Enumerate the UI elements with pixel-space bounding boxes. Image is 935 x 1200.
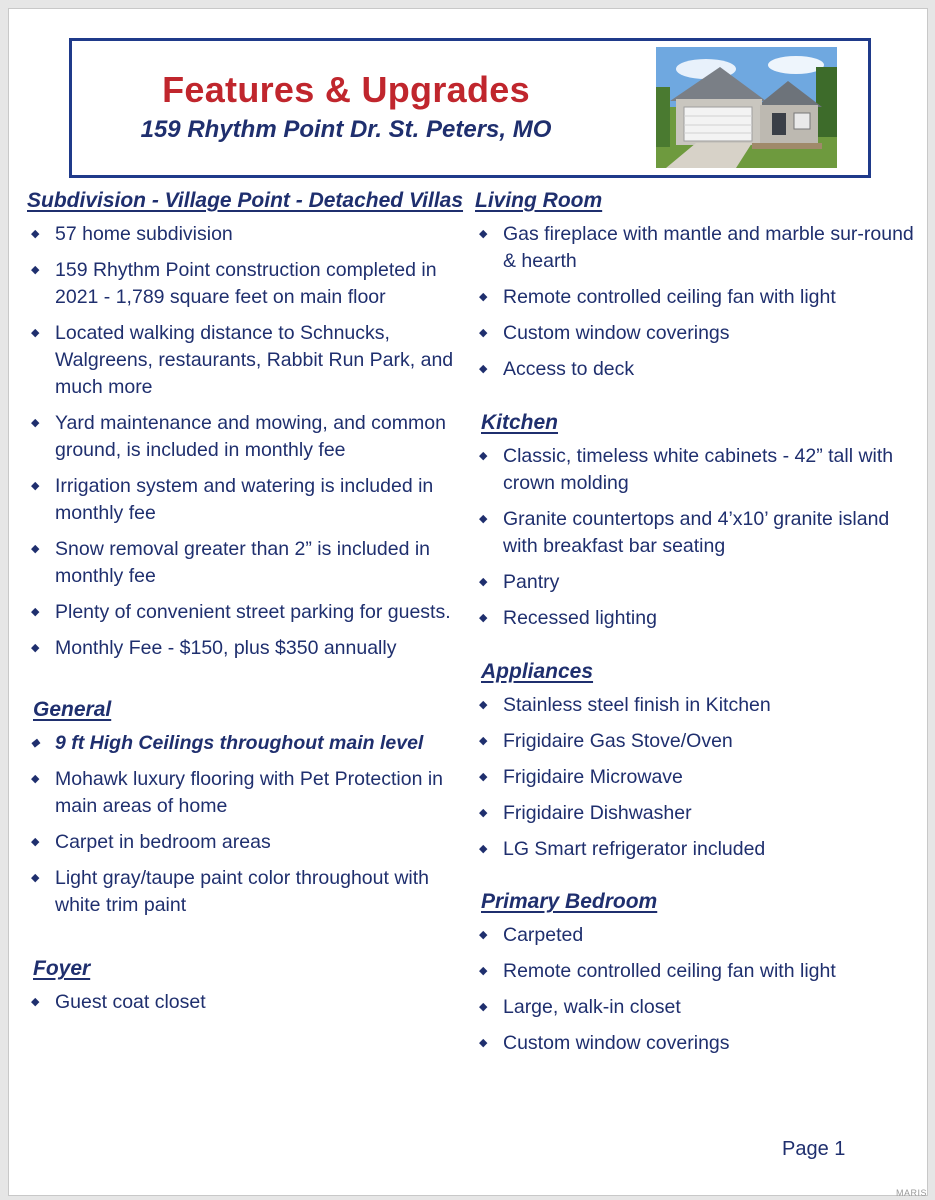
diamond-bullet-icon: ◆ [31, 836, 40, 848]
diamond-bullet-icon: ◆ [479, 291, 488, 303]
diamond-bullet-icon: ◆ [479, 1037, 488, 1049]
feature-text: Light gray/taupe paint color throughout with white trim paint [55, 867, 429, 916]
feature-text: Recessed lighting [503, 607, 657, 629]
diamond-bullet-icon: ◆ [31, 417, 40, 429]
diamond-bullet-icon: ◆ [479, 965, 488, 977]
diamond-bullet-icon: ◆ [479, 929, 488, 941]
feature-text: Frigidaire Dishwasher [503, 802, 692, 824]
right-column [475, 187, 915, 1066]
section-heading: Primary Bedroom [481, 890, 658, 913]
diamond-bullet-icon: ◆ [479, 1001, 488, 1013]
section-appliances [475, 658, 915, 863]
feature-item [475, 764, 915, 791]
diamond-bullet-icon: ◆ [31, 480, 40, 492]
feature-text: Access to deck [503, 358, 635, 380]
feature-text: Large, walk-in closet [503, 996, 681, 1018]
diamond-bullet-icon: ◆ [479, 228, 488, 240]
feature-text: Gas fireplace with mantle and marble sur-round & hearth [503, 223, 914, 272]
feature-item [27, 829, 477, 856]
feature-text: Custom window coverings [503, 1032, 730, 1054]
feature-text: Snow removal greater than 2” is included in monthly fee [55, 538, 431, 587]
feature-item [475, 284, 915, 311]
feature-item [27, 221, 477, 248]
diamond-bullet-icon: ◆ [31, 228, 40, 240]
section-heading: Kitchen [481, 411, 559, 434]
feature-text: Plenty of convenient street parking for guests. [55, 601, 451, 623]
feature-item [27, 410, 477, 464]
section-subdivision-village-point-detached-villas [27, 187, 477, 662]
feature-list [27, 730, 477, 919]
house-photo-image [656, 47, 837, 168]
diamond-bullet-icon: ◆ [31, 327, 40, 339]
section-heading: Living Room [475, 189, 603, 212]
page-title: Features & Upgrades [162, 69, 530, 110]
feature-text: Yard maintenance and mowing, and common ground, is included in monthly fee [55, 412, 446, 461]
property-address: 159 Rhythm Point Dr. St. Peters, MO [140, 116, 552, 143]
feature-text: Stainless steel finish in Kitchen [503, 694, 771, 716]
feature-list [475, 221, 915, 383]
feature-item [475, 922, 915, 949]
feature-item [27, 320, 477, 401]
diamond-bullet-icon: ◆ [31, 737, 40, 749]
diamond-bullet-icon: ◆ [479, 612, 488, 624]
page-number: Page 1 [782, 1138, 846, 1160]
feature-text: 159 Rhythm Point construction completed in 2021 - 1,789 square feet on main floor [55, 259, 437, 308]
feature-item [475, 569, 915, 596]
diamond-bullet-icon: ◆ [479, 576, 488, 588]
diamond-bullet-icon: ◆ [479, 771, 488, 783]
feature-text: Custom window coverings [503, 322, 730, 344]
section-heading: Appliances [481, 660, 594, 683]
diamond-bullet-icon: ◆ [31, 872, 40, 884]
watermark: MARIS [895, 1188, 927, 1198]
feature-item [27, 536, 477, 590]
feature-list [475, 443, 915, 632]
feature-text: Carpet in bedroom areas [55, 831, 271, 853]
feature-text: LG Smart refrigerator included [503, 838, 766, 860]
feature-item [27, 635, 477, 662]
left-column [27, 187, 477, 1025]
feature-item [475, 836, 915, 863]
feature-item [27, 730, 477, 757]
diamond-bullet-icon: ◆ [31, 996, 40, 1008]
section-living-room [475, 187, 915, 383]
feature-item [27, 766, 477, 820]
feature-text: Located walking distance to Schnucks, Walgreens, restaurants, Rabbit Run Park, and much more [55, 322, 454, 398]
diamond-bullet-icon: ◆ [479, 450, 488, 462]
feature-item [475, 356, 915, 383]
feature-text: Irrigation system and watering is included in monthly fee [55, 475, 434, 524]
feature-text: Carpeted [503, 924, 584, 946]
feature-item [27, 599, 477, 626]
diamond-bullet-icon: ◆ [31, 606, 40, 618]
diamond-bullet-icon: ◆ [479, 327, 488, 339]
feature-item [475, 1030, 915, 1057]
section-kitchen [475, 409, 915, 632]
feature-item [475, 605, 915, 632]
section-general [27, 696, 477, 919]
feature-item [475, 320, 915, 347]
feature-text: 9 ft High Ceilings throughout main level [55, 732, 424, 754]
feature-text: Frigidaire Microwave [503, 766, 683, 788]
section-heading: General [33, 698, 112, 721]
diamond-bullet-icon: ◆ [479, 735, 488, 747]
diamond-bullet-icon: ◆ [31, 264, 40, 276]
feature-list [475, 922, 915, 1057]
feature-text: Remote controlled ceiling fan with light [503, 286, 836, 308]
header-box [69, 38, 871, 178]
feature-list [27, 221, 477, 662]
feature-text: Frigidaire Gas Stove/Oven [503, 730, 733, 752]
section-primary-bedroom [475, 888, 915, 1057]
diamond-bullet-icon: ◆ [479, 807, 488, 819]
document-page [8, 8, 928, 1196]
feature-item [27, 473, 477, 527]
feature-text: Pantry [503, 571, 560, 593]
section-foyer [27, 955, 477, 1016]
feature-text: Mohawk luxury flooring with Pet Protection in main areas of home [55, 768, 444, 817]
house-photo [656, 47, 837, 168]
diamond-bullet-icon: ◆ [479, 513, 488, 525]
feature-text: Granite countertops and 4’x10’ granite island with breakfast bar seating [503, 508, 890, 557]
diamond-bullet-icon: ◆ [479, 843, 488, 855]
diamond-bullet-icon: ◆ [31, 773, 40, 785]
feature-item [475, 692, 915, 719]
feature-item [475, 443, 915, 497]
feature-list [27, 989, 477, 1016]
section-heading: Subdivision - Village Point - Detached Villas [27, 189, 464, 212]
feature-item [475, 994, 915, 1021]
diamond-bullet-icon: ◆ [479, 699, 488, 711]
feature-item [475, 221, 915, 275]
feature-text: Monthly Fee - $150, plus $350 annually [55, 637, 397, 659]
feature-item [475, 800, 915, 827]
feature-item [27, 257, 477, 311]
feature-item [475, 728, 915, 755]
feature-text: 57 home subdivision [55, 223, 233, 245]
diamond-bullet-icon: ◆ [479, 363, 488, 375]
feature-item [475, 506, 915, 560]
feature-text: Remote controlled ceiling fan with light [503, 960, 836, 982]
feature-item [27, 989, 477, 1016]
section-heading: Foyer [33, 957, 91, 980]
diamond-bullet-icon: ◆ [31, 642, 40, 654]
feature-item [27, 865, 477, 919]
feature-list [475, 692, 915, 863]
feature-item [475, 958, 915, 985]
feature-text: Guest coat closet [55, 991, 206, 1013]
feature-text: Classic, timeless white cabinets - 42” tall with crown molding [503, 445, 894, 494]
diamond-bullet-icon: ◆ [31, 543, 40, 555]
